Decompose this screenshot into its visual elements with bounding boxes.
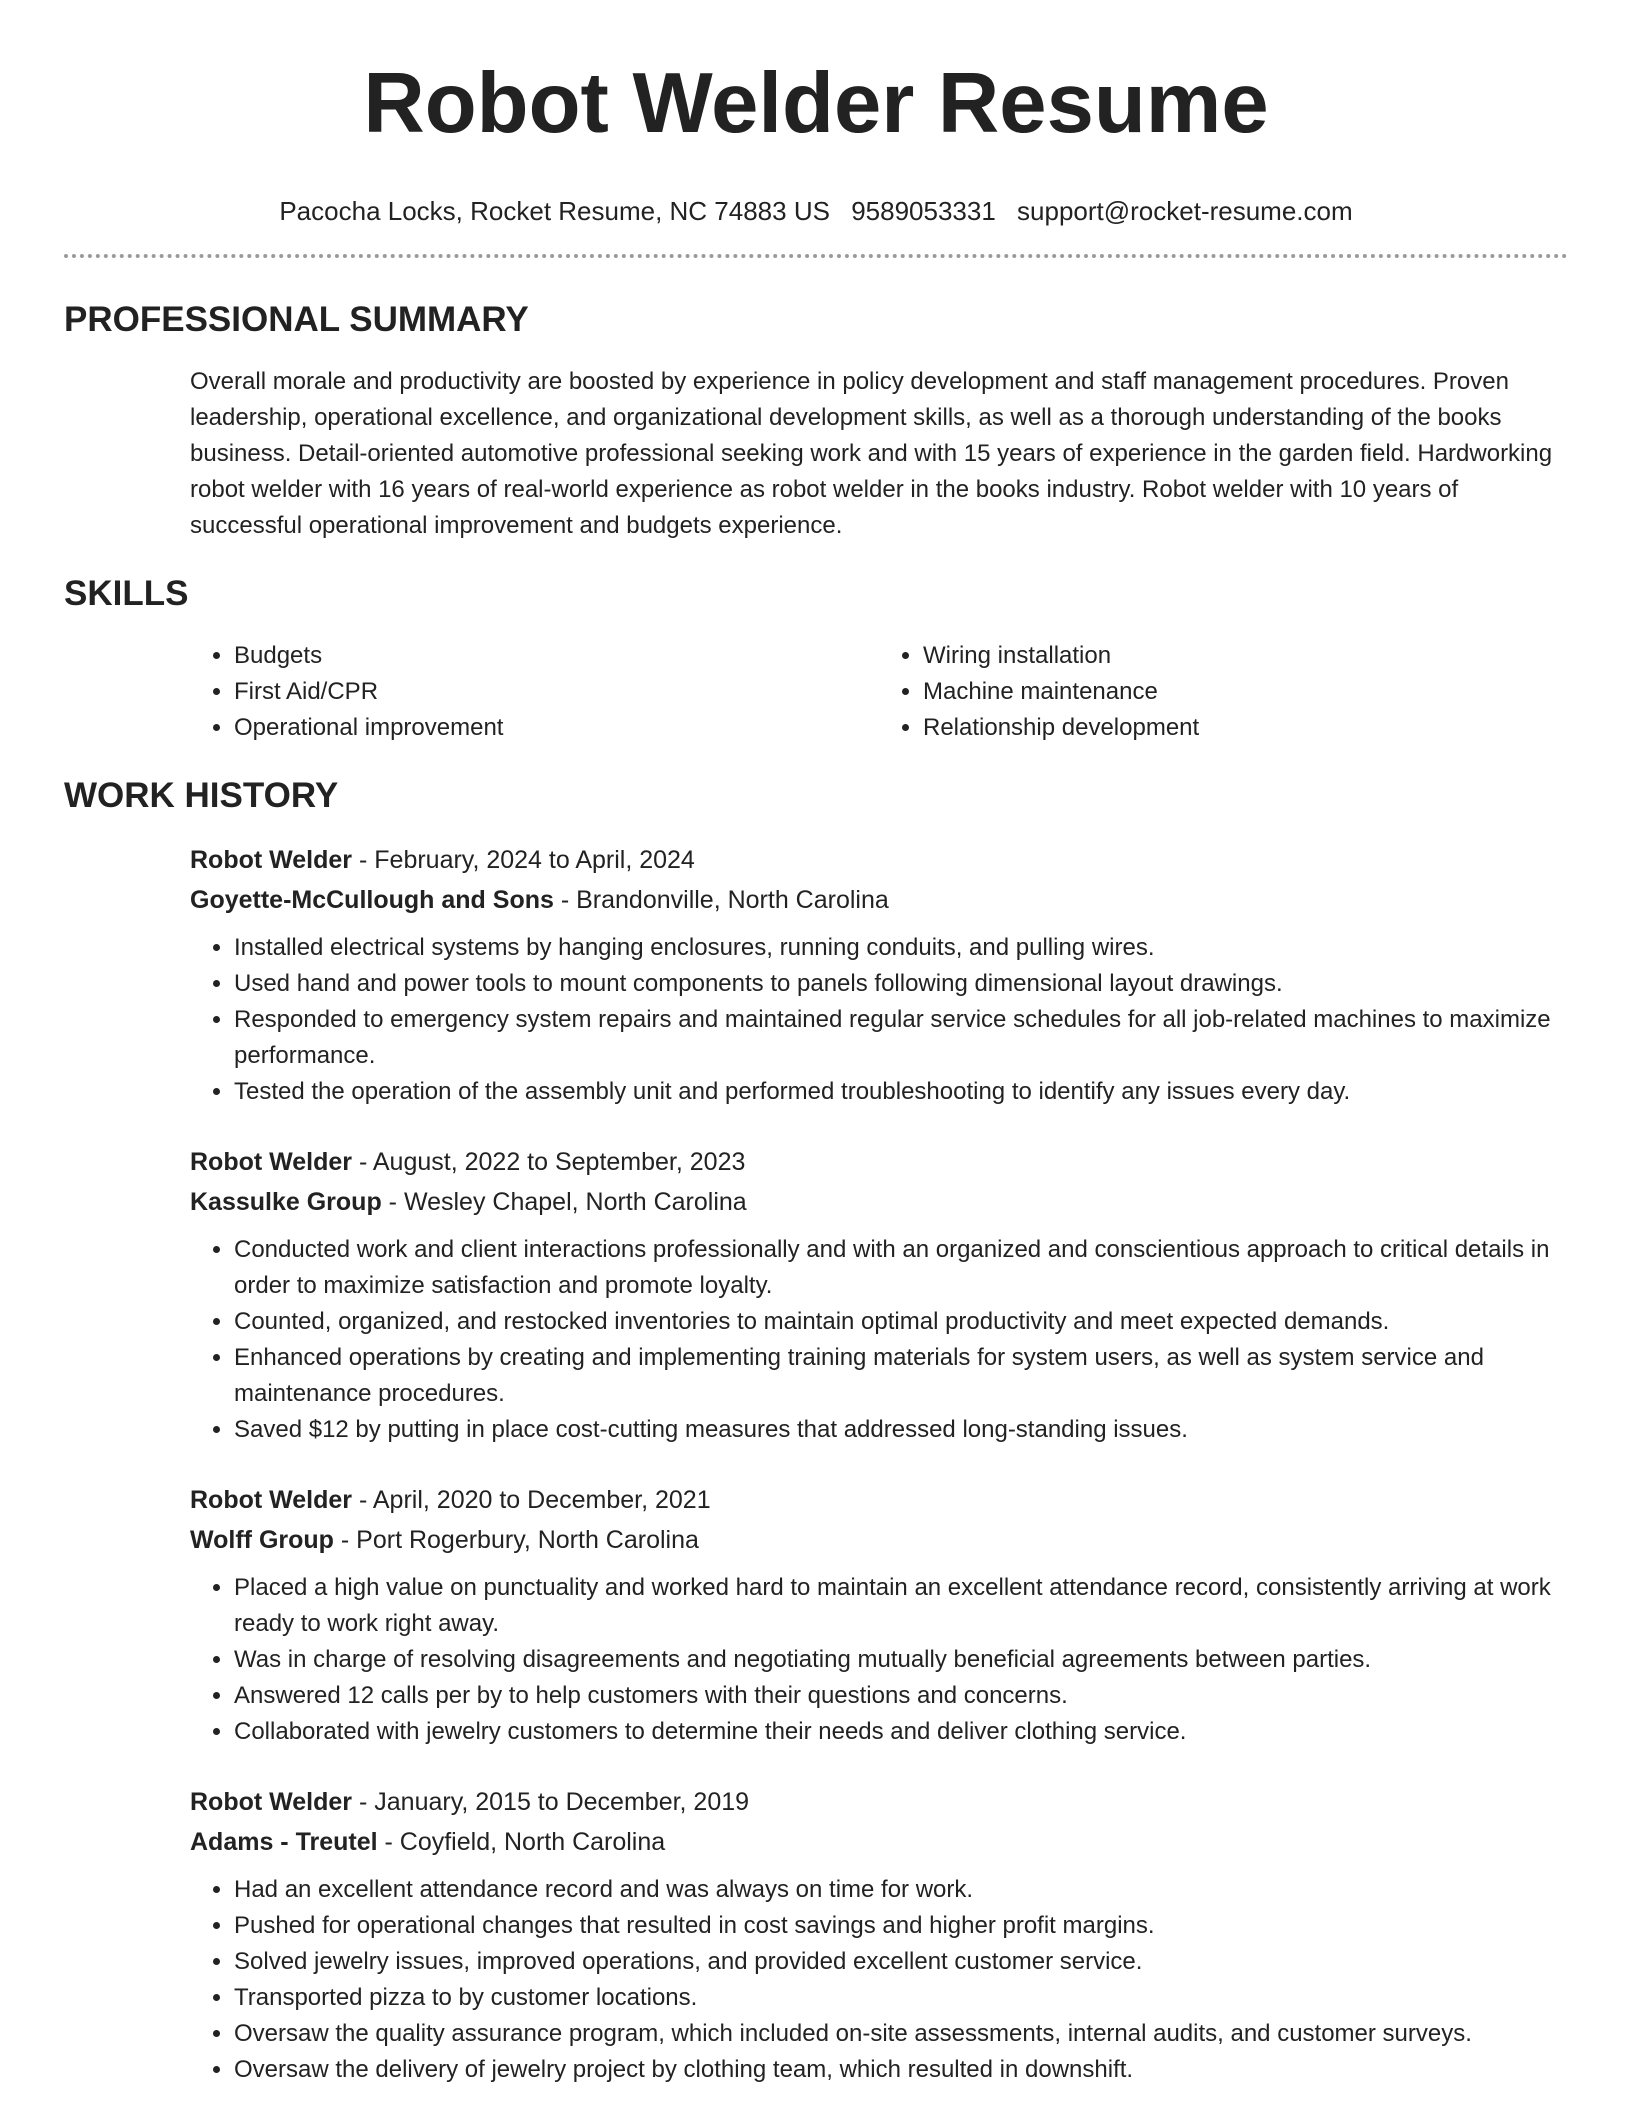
job-location: - Brandonville, North Carolina: [553, 886, 889, 914]
job-company: Adams - Treutel: [190, 1828, 378, 1856]
skill-item: • First Aid/CPR: [234, 674, 879, 710]
skill-item: • Budgets: [234, 638, 879, 674]
section-title-summary: PROFESSIONAL SUMMARY: [64, 300, 529, 339]
job-role-line: [190, 1782, 1568, 1822]
contact-email: support@rocket-resume.com: [1017, 196, 1353, 226]
job-bullet: • Solved jewelry issues, improved operations, and provided excellent customer service.: [234, 1944, 1568, 1980]
job-bullet: • Enhanced operations by creating and implementing training materials for system users, as well as system service and maintenance procedures.: [234, 1340, 1568, 1412]
job-bullet: • Responded to emergency system repairs and maintained regular service schedules for all job-related machines to maximize performance.: [234, 1002, 1568, 1074]
job-dates: - January, 2015 to December, 2019: [352, 1788, 750, 1816]
job-role-line: [190, 1142, 1568, 1182]
job-role-line: [190, 1480, 1568, 1520]
job-bullets: [190, 930, 1568, 1110]
job-company-line: [190, 1822, 1568, 1862]
job-entry: [190, 1782, 1568, 2088]
job-bullets: [190, 1570, 1568, 1750]
job-bullet: • Placed a high value on punctuality and worked hard to maintain an excellent attendance record, consistently arriving at work ready to work right away.: [234, 1570, 1568, 1642]
job-bullet: • Had an excellent attendance record and was always on time for work.: [234, 1872, 1568, 1908]
job-dates: - August, 2022 to September, 2023: [352, 1148, 746, 1176]
skill-item: • Wiring installation: [923, 638, 1568, 674]
job-bullet: • Tested the operation of the assembly unit and performed troubleshooting to identify any issues every day.: [234, 1074, 1568, 1110]
skill-item: • Operational improvement: [234, 710, 879, 746]
skills-column-right: [879, 638, 1568, 746]
job-role: Robot Welder: [190, 1486, 353, 1514]
job-bullet: • Installed electrical systems by hanging enclosures, running conduits, and pulling wires.: [234, 930, 1568, 966]
job-bullet: • Oversaw the delivery of jewelry project by clothing team, which resulted in downshift.: [234, 2052, 1568, 2088]
job-company: Goyette-McCullough and Sons: [190, 886, 554, 914]
contact-address: Pacocha Locks, Rocket Resume, NC 74883 US: [279, 196, 830, 226]
section-title-skills: SKILLS: [64, 574, 189, 613]
job-location: - Coyfield, North Carolina: [377, 1828, 666, 1856]
job-bullet: • Oversaw the quality assurance program, which included on-site assessments, internal audits, and customer surveys.: [234, 2016, 1568, 2052]
job-company: Kassulke Group: [190, 1188, 382, 1216]
job-company-line: [190, 1520, 1568, 1560]
job-bullet: • Saved $12 by putting in place cost-cutting measures that addressed long-standing issues.: [234, 1412, 1568, 1448]
job-role: Robot Welder: [190, 1788, 353, 1816]
job-bullet: • Collaborated with jewelry customers to determine their needs and deliver clothing service.: [234, 1714, 1568, 1750]
job-bullet: • Was in charge of resolving disagreements and negotiating mutually beneficial agreements between parties.: [234, 1642, 1568, 1678]
job-bullets: [190, 1872, 1568, 2088]
job-role-line: [190, 840, 1568, 880]
skills-list: [190, 638, 1568, 746]
contact-line: [64, 194, 1568, 228]
job-dates: - February, 2024 to April, 2024: [352, 846, 695, 874]
job-company-line: [190, 1182, 1568, 1222]
job-dates: - April, 2020 to December, 2021: [352, 1486, 711, 1514]
job-bullets: [190, 1232, 1568, 1448]
resume-title: Robot Welder Resume: [363, 56, 1269, 151]
header-divider: [64, 254, 1568, 258]
job-role: Robot Welder: [190, 846, 353, 874]
contact-phone: 9589053331: [851, 196, 996, 226]
job-location: - Wesley Chapel, North Carolina: [381, 1188, 747, 1216]
section-title-work-history: WORK HISTORY: [64, 776, 339, 815]
skills-column-left: [190, 638, 879, 746]
job-role: Robot Welder: [190, 1148, 353, 1176]
job-entry: [190, 840, 1568, 1110]
job-bullet: • Transported pizza to by customer locations.: [234, 1980, 1568, 2016]
skill-item: • Machine maintenance: [923, 674, 1568, 710]
job-company: Wolff Group: [190, 1526, 334, 1554]
job-location: - Port Rogerbury, North Carolina: [333, 1526, 699, 1554]
job-bullet: • Conducted work and client interactions professionally and with an organized and conscientious approach to critical details in order to maximize satisfaction and promote loyalty.: [234, 1232, 1568, 1304]
job-bullet: • Pushed for operational changes that resulted in cost savings and higher profit margins.: [234, 1908, 1568, 1944]
job-bullet: • Used hand and power tools to mount components to panels following dimensional layout drawings.: [234, 966, 1568, 1002]
skill-item: • Relationship development: [923, 710, 1568, 746]
summary-text: Overall morale and productivity are boosted by experience in policy development and staff management procedures. Proven leadership, operational excellence, and organizational development skills, as well as a thorough understanding of the books business. Detail-oriented automotive professional seeking work and with 15 years of experience in the garden field. Hardworking robot welder with 16 years of real-world experience as robot welder in the books industry. Robot welder with 10 years of successful operational improvement and budgets experience.: [190, 368, 1553, 539]
job-entry: [190, 1142, 1568, 1448]
job-bullet: • Counted, organized, and restocked inventories to maintain optimal productivity and meet expected demands.: [234, 1304, 1568, 1340]
job-company-line: [190, 880, 1568, 920]
job-bullet: • Answered 12 calls per by to help customers with their questions and concerns.: [234, 1678, 1568, 1714]
job-entry: [190, 1480, 1568, 1750]
